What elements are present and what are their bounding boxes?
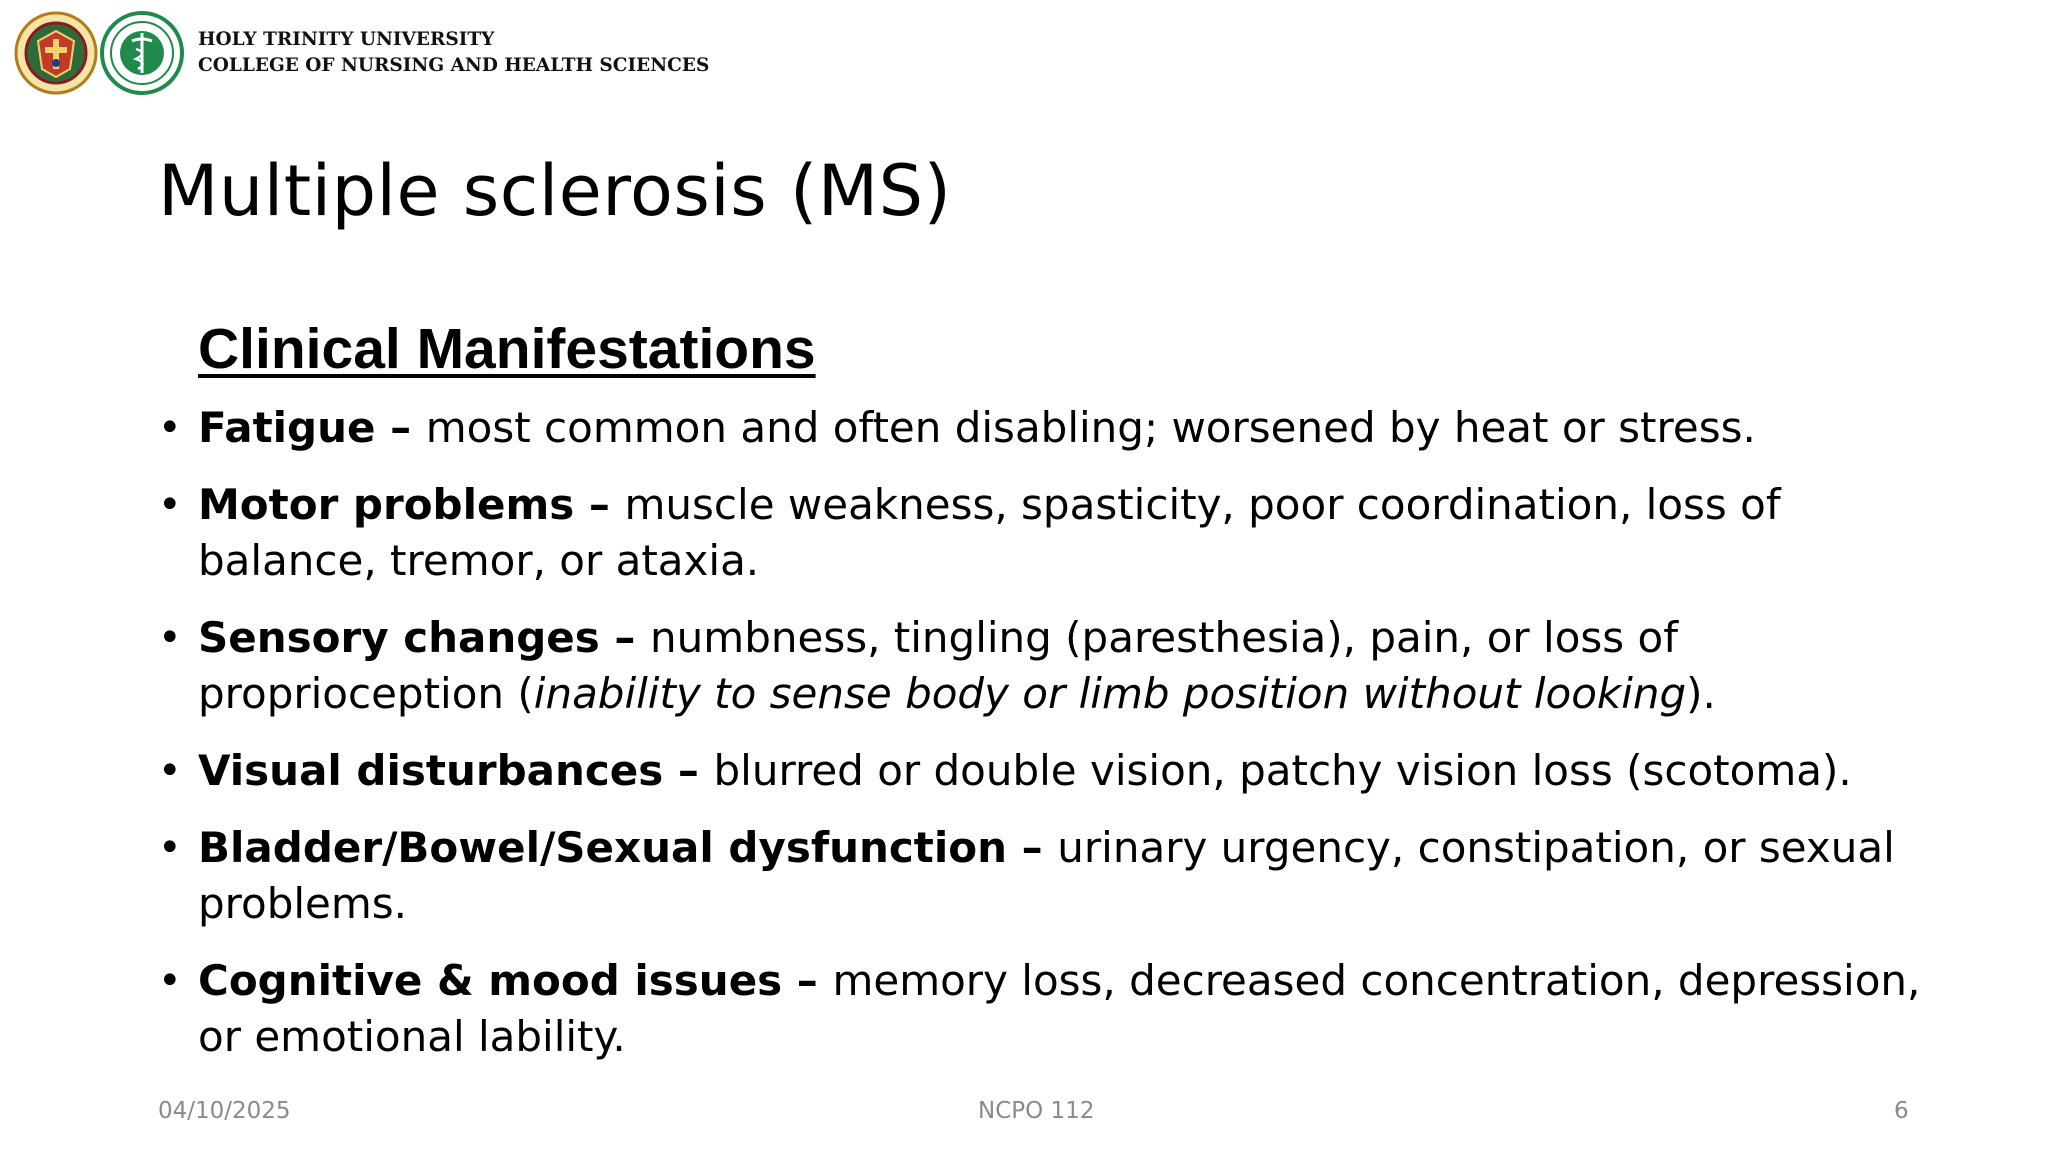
bullet-description-post: ).: [1686, 669, 1716, 718]
slide-title: Multiple sclerosis (MS): [158, 150, 952, 232]
section-subtitle: Clinical Manifestations: [198, 317, 816, 381]
university-name: HOLY TRINITY UNIVERSITY: [198, 29, 495, 50]
bullet-sensory-changes: [158, 610, 1948, 722]
bullet-marker: •: [158, 615, 182, 661]
college-name: COLLEGE OF NURSING AND HEALTH SCIENCES: [198, 55, 710, 76]
bullet-description: muscle weakness, spasticity, poor coordination, loss of balance, tremor, or ataxia.: [198, 480, 1781, 585]
bullet-description: most common and often disabling; worsened by heat or stress.: [425, 403, 1756, 452]
bullet-term: Bladder/Bowel/Sexual dysfunction: [198, 823, 1008, 872]
bullet-term: Fatigue: [198, 403, 376, 452]
bullet-separator: –: [1007, 823, 1058, 872]
bullet-marker: •: [158, 825, 182, 871]
bullet-term: Sensory changes: [198, 613, 600, 662]
college-seal-logo: [100, 11, 184, 95]
footer-page-number: 6: [1894, 1098, 1909, 1124]
university-seal-logo: [14, 11, 98, 95]
bullet-bladder-bowel-sexual: [158, 820, 1948, 932]
bullet-separator: –: [663, 746, 714, 795]
bullet-fatigue: [158, 400, 1948, 456]
bullet-separator: –: [782, 956, 833, 1005]
bullet-marker: •: [158, 748, 182, 794]
footer-date: 04/10/2025: [158, 1098, 291, 1124]
bullet-description-italic: inability to sense body or limb position without looking: [533, 669, 1687, 718]
bullet-description: urinary urgency, constipation, or sexual problems.: [198, 823, 1895, 928]
bullet-description-pre: numbness, tingling (paresthesia), pain, or loss of proprioception (: [198, 613, 1678, 718]
bullet-visual-disturbances: [158, 743, 1948, 799]
header: [14, 10, 709, 96]
bullet-marker: •: [158, 958, 182, 1004]
bullet-cognitive-mood: [158, 953, 1948, 1065]
bullet-term: Cognitive & mood issues: [198, 956, 783, 1005]
manifestations-list: [158, 400, 1948, 1086]
bullet-motor-problems: [158, 477, 1948, 589]
bullet-separator: –: [574, 480, 625, 529]
bullet-separator: –: [375, 403, 426, 452]
header-text: [198, 27, 709, 79]
bullet-separator: –: [599, 613, 651, 662]
bullet-description: memory loss, decreased concentration, depression, or emotional lability.: [198, 956, 1921, 1061]
footer-course-code: NCPO 112: [978, 1098, 1095, 1124]
bullet-marker: •: [158, 482, 182, 528]
bullet-term: Motor problems: [198, 480, 575, 529]
bullet-description: blurred or double vision, patchy vision loss (scotoma).: [713, 746, 1852, 795]
bullet-marker: •: [158, 405, 182, 451]
bullet-term: Visual disturbances: [198, 746, 664, 795]
